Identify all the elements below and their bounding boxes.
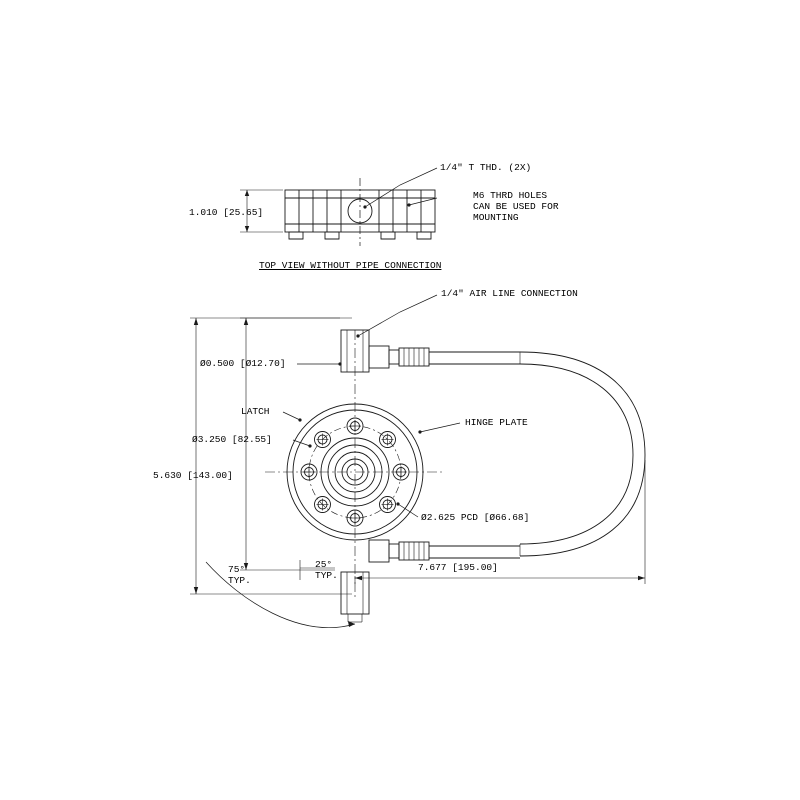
label-quarter-t-thd: 1/4" T THD. (2X)	[440, 162, 532, 173]
label-hinge-plate: HINGE PLATE	[465, 417, 528, 428]
dimension-overall-width: 7.677 [195.00]	[418, 562, 498, 573]
label-angle-25-value: 25°	[315, 559, 333, 570]
label-angle-25-typ: TYP.	[315, 570, 338, 581]
front-view-group	[190, 295, 645, 628]
dimension-dia-0500: Ø0.500 [Ø12.70]	[200, 358, 286, 369]
dimension-dia-3250: Ø3.250 [82.55]	[192, 434, 272, 445]
top-view-title: TOP VIEW WITHOUT PIPE CONNECTION	[259, 260, 442, 271]
label-m6-thread-holes-line2: CAN BE USED FOR	[473, 201, 559, 212]
label-m6-thread-holes-line1: M6 THRD HOLES	[473, 190, 548, 201]
top-view-group	[240, 168, 437, 246]
label-angle-75-value: 75°	[228, 564, 246, 575]
dimension-pcd: Ø2.625 PCD [Ø66.68]	[421, 512, 530, 523]
label-air-line-connection: 1/4" AIR LINE CONNECTION	[441, 288, 578, 299]
dimension-overall-height: 5.630 [143.00]	[153, 470, 233, 481]
label-angle-75-typ: TYP.	[228, 575, 251, 586]
label-m6-thread-holes-line3: MOUNTING	[473, 212, 519, 223]
label-latch: LATCH	[241, 406, 270, 417]
dimension-height-1010: 1.010 [25.65]	[189, 207, 264, 218]
